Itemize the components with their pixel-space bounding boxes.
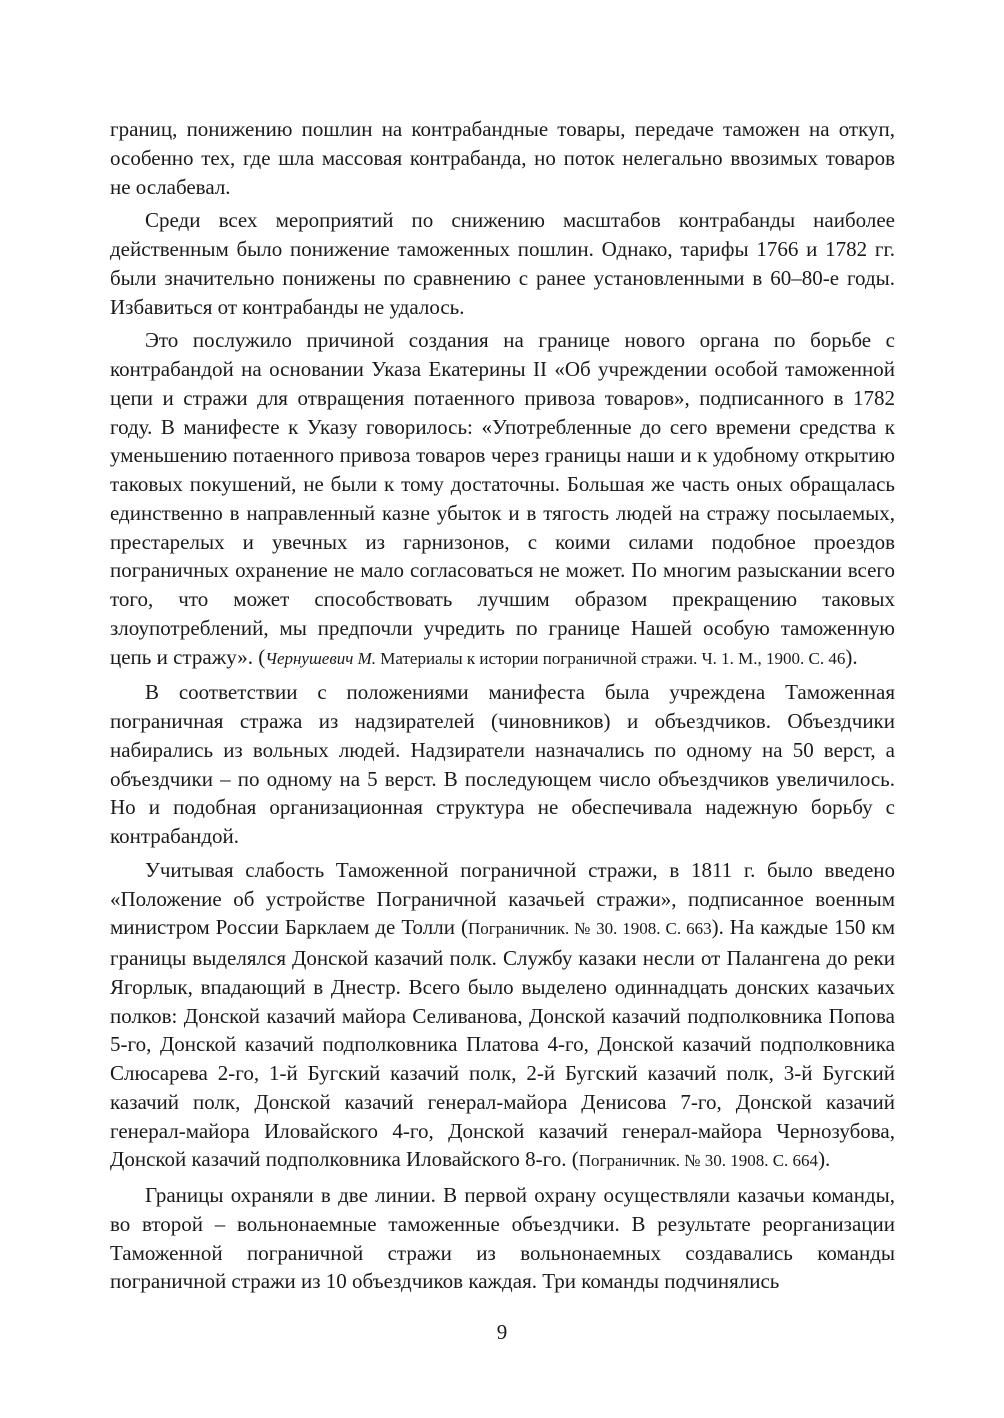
paragraph-6: Границы охраняли в две линии. В первой охрану осуществляли казачьи команды, во второй – вольнонаемные таможенные объездчики. В результате реорганизации Таможенной пограничной стражи из вольнонаемных создавались команды пограничной стражи из 10 объездчиков каждая. Три команды подчинялись [110, 1183, 895, 1294]
citation-pogranichnik-663: Пограничник. № 30. 1908. С. 663 [467, 919, 712, 939]
page-body [110, 115, 895, 1296]
page-number: 9 [496, 1320, 508, 1344]
paragraph-1: границ, понижению пошлин на контрабандные товары, передаче таможен на откуп, особенно тех, где шла массовая контрабанда, но поток нелегально ввозимых товаров не ослабевал. [110, 117, 895, 199]
paragraph-3-text: Это послужило причиной создания на границе нового органа по борьбе с контрабандой на основании Указа Екатерины II «Об учреждении особой таможенной цепи и стражи для отвращения потаенного привоза товаров», подписанного в 1782 году. В манифесте к Указу говорилось: «Употребленные до сего времени средства к уменьшению потаенного привоза товаров через границы наши и к удобному открытию таковых покушений, не были к тому достаточны. Большая же часть оных обращалась единственно в направленный казне убыток и в тягость людей на стражу посылаемых, престарелых и увечных из гарнизонов, с коими силами подобное проездов пограничных охранение не мало согласоваться не может. По многим разыскании всего того, что может способствовать лучшим образом прекращению таковых злоупотреблений, мы предпочли учредить по границе Нашей особую таможенную цепь и стражу». [110, 328, 895, 669]
paragraph-2: Среди всех мероприятий по снижению масштабов контрабанды наиболее действенным было понижение таможенных пошлин. Однако, тарифы 1766 и 1782 гг. были значительно понижены по сравнению с ранее установленными в 60–80-е годы. Избавиться от контрабанды не удалось. [110, 208, 895, 319]
paragraph-5 [110, 856, 895, 1176]
paragraph-3 [110, 326, 895, 673]
citation-close: ). [845, 644, 858, 669]
citation-pogranichnik-664: Пограничник. № 30. 1908. С. 664 [578, 1151, 819, 1171]
paragraph-5-text-b: ). На каждые 150 км границы выделялся Донской казачий полк. Службу казаки несли от Палангена до реки Ягорлык, впадающий в Днестр. Всего было выделено одиннадцать донских казачьих полков: Донской казачий майора Селиванова, Донской казачий подполковника Попова 5-го, Донской казачий подполковника Платова 4-го, Донской казачий подполковника Слюсарева 2-го, 1-й Бугский казачий полк, 2-й Бугский казачий полк, 3-й Бугский казачий полк, Донской казачий генерал-майора Денисова 7-го, Донской казачий генерал-майора Иловайского 4-го, Донской казачий генерал-майора Чернозубова, Донской казачий подполковника Иловайского 8-го. ( [110, 915, 895, 1172]
paragraph-4: В соответствии с положениями манифеста была учреждена Таможенная пограничная стража из надзирателей (чиновников) и объездчиков. Объездчики набирались из вольных людей. Надзиратели назначались по одному на 50 верст, а объездчики – по одному на 5 верст. В последующем число объездчиков увеличилось. Но и подобная организационная структура не обеспечивала надежную борьбу с контрабандой. [110, 680, 895, 848]
paragraph-5-text-c: ). [818, 1147, 831, 1172]
paragraph-5-text-a: Учитывая слабость Таможенной пограничной стражи, в 1811 г. было введено «Положение об устройстве Пограничной казачьей стражи», подписанное военным министром России Барклаем де Толли ( [110, 857, 895, 940]
citation-chernushevich [265, 649, 845, 668]
citation-open: ( [252, 644, 266, 669]
citation-source: Материалы к истории пограничной стражи. Ч. 1. М., 1900. С. 46 [376, 648, 846, 668]
citation-author: Чернушевич М. [265, 648, 376, 668]
